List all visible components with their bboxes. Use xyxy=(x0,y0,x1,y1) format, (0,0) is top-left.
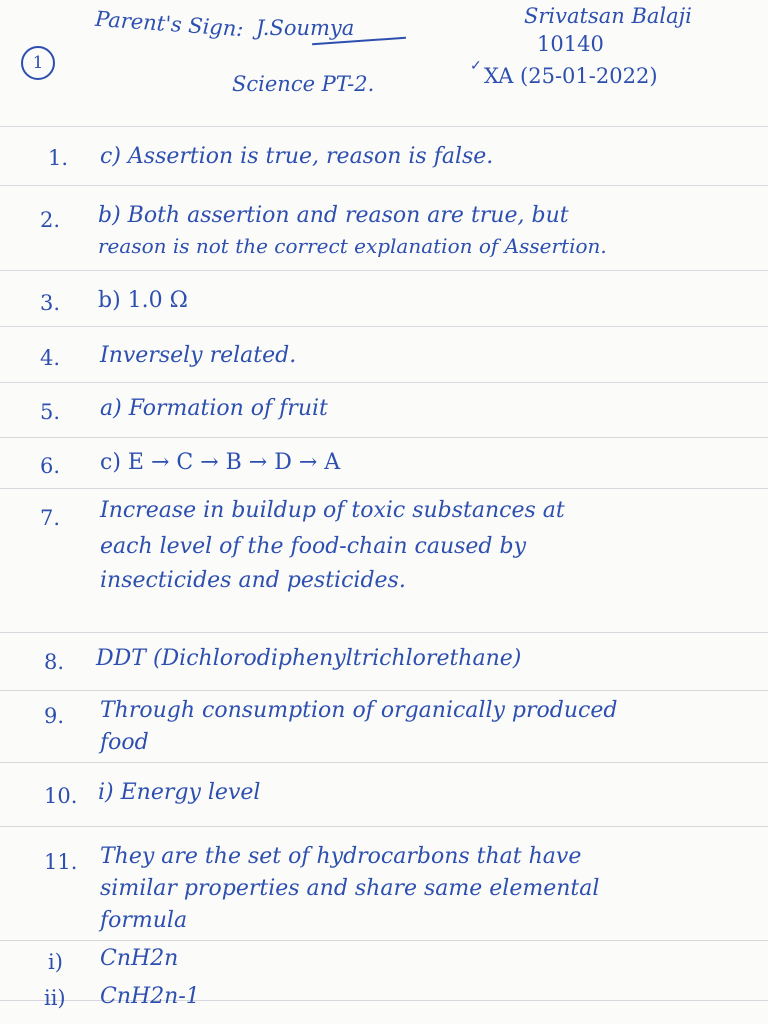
rule-line xyxy=(0,826,768,827)
answer-line: c) E → C → B → D → A xyxy=(100,450,341,475)
rule-line xyxy=(0,690,768,691)
rule-line xyxy=(0,126,768,127)
answer-line: c) Assertion is true, reason is false. xyxy=(100,144,494,169)
class-and-date: XA (25-01-2022) xyxy=(484,64,658,88)
subpart-answer: CnH2n-1 xyxy=(100,984,200,1009)
answer-line: i) Energy level xyxy=(98,780,261,805)
rule-line xyxy=(0,762,768,763)
roll-number: 10140 xyxy=(537,32,604,56)
answer-line: similar properties and share same elemental xyxy=(100,876,600,901)
answer-line: Through consumption of organically produced xyxy=(100,698,618,723)
rule-line xyxy=(0,326,768,327)
answer-number: 2. xyxy=(40,208,61,232)
answer-line: insecticides and pesticides. xyxy=(100,568,406,593)
answer-number: 7. xyxy=(40,506,61,530)
answer-line: Increase in buildup of toxic substances at xyxy=(100,498,565,523)
answer-line: a) Formation of fruit xyxy=(100,396,328,421)
answer-line: formula xyxy=(100,908,188,933)
answer-number: 8. xyxy=(44,650,65,674)
subpart-answer: CnH2n xyxy=(100,946,179,971)
answer-number: 9. xyxy=(44,704,65,728)
page-number-circle: 1 xyxy=(21,46,55,80)
rule-line xyxy=(0,382,768,383)
answer-number: 4. xyxy=(40,346,61,370)
test-title: Science PT-2. xyxy=(232,72,375,96)
subpart-label: i) xyxy=(48,950,63,974)
answer-number: 5. xyxy=(40,400,61,424)
answer-line: reason is not the correct explanation of Assertion. xyxy=(98,234,607,258)
answer-line: b) Both assertion and reason are true, but xyxy=(98,203,569,228)
answer-number: 3. xyxy=(40,291,61,315)
rule-line xyxy=(0,488,768,489)
rule-line xyxy=(0,437,768,438)
answer-number: 10. xyxy=(44,784,78,808)
answer-line: They are the set of hydrocarbons that have xyxy=(100,844,582,869)
answer-number: 11. xyxy=(44,850,78,874)
tick-mark-icon: ✓ xyxy=(470,58,482,74)
answer-number: 1. xyxy=(48,146,69,170)
rule-line xyxy=(0,632,768,633)
student-name: Srivatsan Balaji xyxy=(524,4,692,28)
answer-line: b) 1.0 Ω xyxy=(98,288,188,313)
rule-line xyxy=(0,940,768,941)
rule-line xyxy=(0,270,768,271)
answer-line: Inversely related. xyxy=(100,343,297,368)
subpart-label: ii) xyxy=(44,986,66,1010)
answer-line: each level of the food-chain caused by xyxy=(100,534,527,559)
rule-line xyxy=(0,185,768,186)
parent-signature: J.Soumya xyxy=(256,16,355,40)
answer-line: DDT (Dichlorodiphenyltrichlorethane) xyxy=(96,646,522,671)
parent-sign-label: Parent's Sign: xyxy=(94,6,245,42)
answer-line: food xyxy=(100,730,149,755)
answer-number: 6. xyxy=(40,454,61,478)
